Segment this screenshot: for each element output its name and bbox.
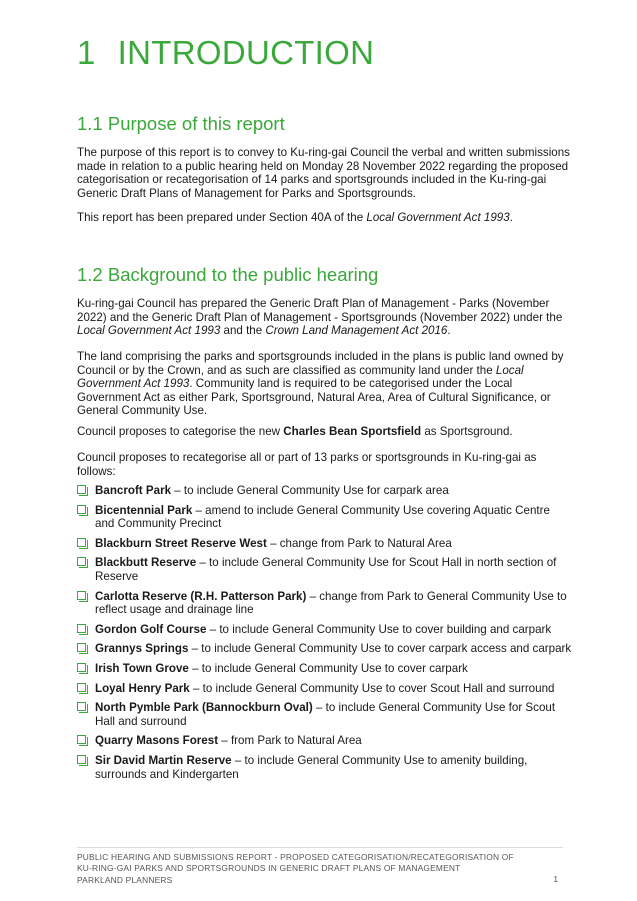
list-item: Grannys Springs – to include General Community Use to cover carpark access and carpark [77,642,572,656]
chapter-heading [77,34,374,72]
checkbox-bullet-icon [77,591,86,600]
checkbox-bullet-icon [77,557,86,566]
list-item: North Pymble Park (Bannockburn Oval) – to include General Community Use for Scout Hall and surround [77,701,572,728]
background-paragraph-4: Council proposes to recategorise all or part of 13 parks or sportsgrounds in Ku-ring-gai as follows: [77,451,537,478]
list-item: Loyal Henry Park – to include General Community Use to cover Scout Hall and surround [77,682,572,696]
list-item: Gordon Golf Course – to include General Community Use to cover building and carpark [77,623,572,637]
footer-line-2: KU-RING-GAI PARKS AND SPORTSGROUNDS IN GENERIC DRAFT PLANS OF MANAGEMENT [77,863,461,874]
checkbox-bullet-icon [77,702,86,711]
list-item: Quarry Masons Forest – from Park to Natural Area [77,734,572,748]
list-item: Blackburn Street Reserve West – change from Park to Natural Area [77,537,572,551]
checkbox-bullet-icon [77,735,86,744]
checkbox-bullet-icon [77,643,86,652]
checkbox-bullet-icon [77,755,86,764]
purpose-paragraph: The purpose of this report is to convey to Ku-ring-gai Council the verbal and written submissions made in relation to a public hearing held on Monday 28 November 2022 regarding the proposed categorisation or recategorisation of 14 parks and sportsgrounds included in the Ku-ring-gai Generic Draft Plans of Management for Parks and Sportsgrounds. [77,146,570,200]
checkbox-bullet-icon [77,538,86,547]
checkbox-bullet-icon [77,624,86,633]
list-item: Irish Town Grove – to include General Community Use to cover carpark [77,662,572,676]
checkbox-bullet-icon [77,485,86,494]
checkbox-bullet-icon [77,683,86,692]
footer-line-1: PUBLIC HEARING AND SUBMISSIONS REPORT - PROPOSED CATEGORISATION/RECATEGORISATION OF [77,852,514,862]
background-paragraph-2: The land comprising the parks and sportsgrounds included in the plans is public land owned by Council or by the Crown, and as such are classified as community land under the Local Government Act 1993. Community land is required to be categorised under the Local Government Act as either Park, Sportsground, Natural Area, Area of Cultural Significance, or General Community Use. [77,350,564,418]
recategorisation-list [77,484,572,781]
background-paragraph-1: Ku-ring-gai Council has prepared the Generic Draft Plan of Management - Parks (November 2022) and the Generic Draft Plan of Management - Sportsgrounds (November 2022) under the Local Government Act 1993 and the Crown Land Management Act 2016. [77,297,563,338]
section-40a-paragraph: This report has been prepared under Section 40A of the Local Government Act 1993. [77,211,513,224]
footer-divider [77,847,563,848]
section-1-1-heading: 1.1 Purpose of this report [77,113,285,134]
section-1-2-heading: 1.2 Background to the public hearing [77,264,379,285]
list-item: Sir David Martin Reserve – to include General Community Use to amenity building, surrounds and Kindergarten [77,754,572,781]
list-item: Bancroft Park – to include General Community Use for carpark area [77,484,572,498]
chapter-title: INTRODUCTION [117,34,375,71]
list-item: Bicentennial Park – amend to include General Community Use covering Aquatic Centre and Community Precinct [77,504,572,531]
background-paragraph-3: Council proposes to categorise the new Charles Bean Sportsfield as Sportsground. [77,425,513,438]
list-item: Blackbutt Reserve – to include General Community Use for Scout Hall in north section of Reserve [77,556,572,583]
act-reference: Local Government Act 1993 [366,211,510,224]
charles-bean-sportsfield: Charles Bean Sportsfield [283,425,422,438]
checkbox-bullet-icon [77,663,86,672]
checkbox-bullet-icon [77,505,86,514]
list-item: Carlotta Reserve (R.H. Patterson Park) – change from Park to General Community Use to reflect usage and drainage line [77,590,572,617]
footer-line-3: PARKLAND PLANNERS [77,874,173,885]
page-footer [77,852,563,886]
page-number: 1 [553,874,558,884]
chapter-number: 1 [77,34,96,71]
